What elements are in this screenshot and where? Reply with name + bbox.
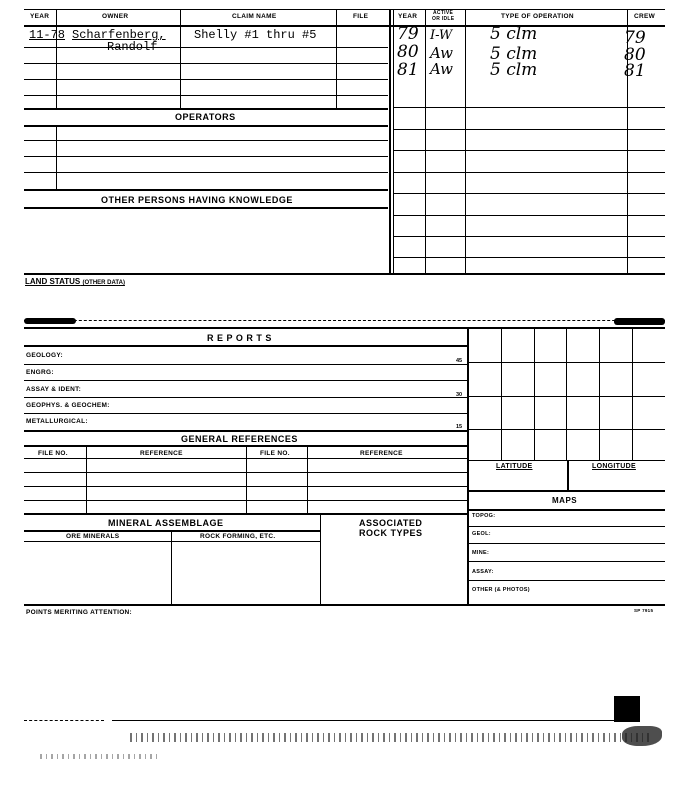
bottom-section-rule — [24, 604, 665, 606]
col-owner-header: OWNER — [102, 13, 129, 20]
col-active-header-1: ACTIVE — [433, 10, 454, 16]
owner-block-bottom — [24, 108, 388, 110]
ref-col-divider — [307, 445, 308, 513]
ops-crew-2: 80 — [624, 45, 646, 65]
maps-mine: MINE: — [472, 550, 490, 556]
longitude-label: LONGITUDE — [592, 463, 636, 470]
rock-forming-header: ROCK FORMING, ETC. — [200, 533, 276, 540]
coords-bottom-rule — [467, 490, 665, 492]
operators-top-rule — [24, 125, 388, 127]
ops-status-2: Aw — [430, 44, 453, 62]
scan-noise — [130, 733, 650, 742]
tear-line — [24, 320, 665, 321]
owner-name-line1: Scharfenberg, — [72, 28, 166, 42]
owner-row-rule — [24, 79, 388, 80]
operators-row-rule — [24, 172, 388, 173]
grid-col — [566, 327, 567, 460]
form-number: SP 7915 — [634, 608, 654, 613]
col-active-header-2: OR IDLE — [432, 16, 455, 22]
scan-artifact-line — [24, 720, 104, 721]
ops-row-rule — [393, 236, 665, 237]
owner-name-line2: Randolf — [107, 40, 158, 54]
maps-rule — [467, 509, 665, 511]
grid-row — [467, 362, 665, 363]
owner-col-divider — [56, 9, 57, 108]
maps-geol: GEOL: — [472, 531, 491, 537]
points-meriting-attention: POINTS MERITING ATTENTION: — [26, 609, 133, 616]
report-engrg: ENGRG: — [26, 369, 54, 376]
grid-col — [599, 327, 600, 460]
ops-type-2: 5 clm — [490, 44, 538, 64]
scan-artifact-line — [112, 720, 632, 721]
ops-row-rule — [393, 172, 665, 173]
report-row-rule — [24, 380, 467, 381]
ops-year-3: 81 — [397, 60, 419, 80]
claim-name: Shelly #1 thru #5 — [194, 28, 317, 42]
mineral-header-rule — [24, 541, 320, 542]
scan-black-block — [614, 696, 640, 722]
owner-row-rule — [24, 95, 388, 96]
bottom-section-top-rule — [24, 327, 665, 329]
ore-minerals-header: ORE MINERALS — [66, 533, 120, 540]
grid-row — [467, 396, 665, 397]
maps-title: MAPS — [552, 496, 578, 505]
reports-rule — [24, 345, 467, 347]
report-assay-num: 30 — [456, 392, 463, 398]
maps-assay: ASSAY: — [472, 569, 494, 575]
ops-year-2: 80 — [397, 42, 419, 62]
maps-row-rule — [467, 543, 665, 544]
land-status-label: LAND STATUS — [25, 277, 81, 286]
ref-col-divider — [246, 445, 247, 513]
owner-row-rule — [24, 63, 388, 64]
operators-row-rule — [24, 140, 388, 141]
latitude-label: LATITUDE — [496, 463, 533, 470]
col-year2-header: YEAR — [398, 13, 418, 20]
main-vertical-divider-inner — [393, 9, 394, 274]
grid-col — [632, 327, 633, 460]
main-vertical-divider — [389, 9, 391, 274]
grid-col — [534, 327, 535, 460]
col-claim-name-header: CLAIM NAME — [232, 13, 277, 20]
maps-other: OTHER (& PHOTOS) — [472, 587, 530, 593]
ops-row-rule — [393, 257, 665, 258]
owner-row-rule — [24, 47, 388, 48]
maps-row-rule — [467, 526, 665, 527]
land-status-title — [25, 277, 125, 286]
ref-reference2-header: REFERENCE — [360, 450, 403, 457]
land-status-sub: (OTHER DATA) — [82, 280, 125, 286]
grid-row — [467, 429, 665, 430]
reports-title: R E P O R T S — [207, 333, 272, 343]
maps-row-rule — [467, 580, 665, 581]
col-file-header: FILE — [353, 13, 369, 20]
owner-col-divider — [336, 9, 337, 108]
ops-row-rule — [393, 107, 665, 108]
associated-rock-types-2: ROCK TYPES — [359, 528, 423, 538]
ops-type-3: 5 clm — [490, 60, 538, 80]
ops-crew-3: 81 — [624, 61, 646, 81]
maps-row-rule — [467, 561, 665, 562]
ref-file-no-header: FILE NO. — [38, 450, 68, 457]
general-references-title: GENERAL REFERENCES — [181, 434, 298, 444]
col-crew-header: CREW — [634, 13, 656, 20]
scan-blot — [622, 726, 662, 746]
col-year-header: YEAR — [30, 13, 50, 20]
associated-rock-types-1: ASSOCIATED — [359, 518, 423, 528]
col-type-header: TYPE OF OPERATION — [501, 13, 574, 20]
other-persons-title: OTHER PERSONS HAVING KNOWLEDGE — [101, 195, 293, 205]
other-persons-rule — [24, 207, 388, 209]
ops-year-1: 79 — [397, 24, 419, 44]
report-row-rule — [24, 397, 467, 398]
operators-title: OPERATORS — [175, 112, 236, 122]
ops-row-rule — [393, 193, 665, 194]
report-row-rule — [24, 364, 467, 365]
ops-col-divider — [425, 9, 426, 274]
owner-year: 11-78 — [29, 28, 66, 42]
ref-file-no2-header: FILE NO. — [260, 450, 290, 457]
ops-row-rule — [393, 129, 665, 130]
report-metallurgical-num: 15 — [456, 424, 463, 430]
report-assay: ASSAY & IDENT: — [26, 386, 82, 393]
ops-col-divider — [465, 9, 466, 274]
coord-divider — [567, 460, 569, 490]
top-section-bottom-rule — [24, 273, 665, 275]
top-border — [24, 9, 665, 10]
ops-status-3: Aw — [430, 60, 453, 78]
ref-col-divider — [86, 445, 87, 513]
mineral-rule — [24, 530, 320, 532]
operators-col-divider — [56, 125, 57, 189]
maps-topog: TOPOG: — [472, 513, 496, 519]
ops-crew-1: 79 — [624, 28, 646, 48]
mineral-assoc-divider — [320, 513, 321, 604]
grid-col — [501, 327, 502, 460]
scan-noise — [40, 754, 160, 759]
report-row-rule — [24, 413, 467, 414]
maps-divider — [467, 327, 469, 604]
operators-bottom-rule — [24, 189, 388, 191]
mineral-assemblage-title: MINERAL ASSEMBLAGE — [108, 518, 224, 528]
report-metallurgical: METALLURGICAL: — [26, 418, 88, 425]
ops-type-1: 5 clm — [490, 24, 538, 44]
ops-status-1: I-W — [430, 28, 453, 43]
ref-reference-header: REFERENCE — [140, 450, 183, 457]
ops-row-rule — [393, 215, 665, 216]
operators-row-rule — [24, 156, 388, 157]
binder-mark-left — [24, 318, 76, 324]
owner-col-divider — [180, 9, 181, 108]
ops-row-rule — [393, 150, 665, 151]
report-geophys: GEOPHYS. & GEOCHEM: — [26, 402, 110, 409]
grid-row — [467, 460, 665, 461]
report-geology: GEOLOGY: — [26, 352, 63, 359]
mineral-col-divider — [171, 530, 172, 604]
reports-bottom-rule — [24, 430, 467, 432]
header-bottom-rule — [24, 25, 665, 27]
report-geology-num: 45 — [456, 358, 463, 364]
references-bottom-rule — [24, 513, 467, 515]
